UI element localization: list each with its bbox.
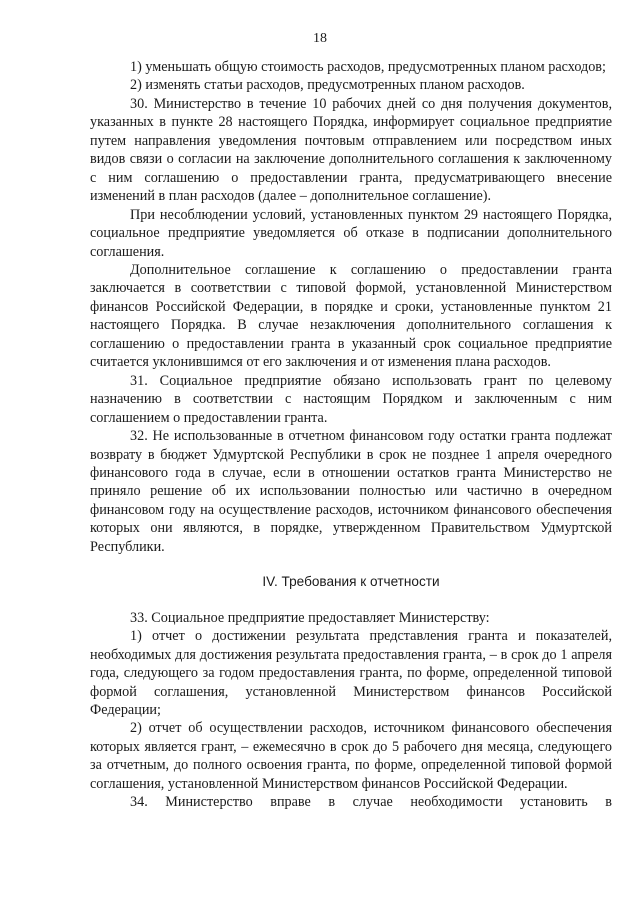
paragraph: 1) отчет о достижении результата представления гранта и показателей, необходимых для достижения результата предоставления гранта, – в срок до 1 апреля года, следующего за годом предоставления гранта, по форме, определенной типовой формой соглашения, установленной Министерством финансов Российской Федерации; [90, 628, 612, 718]
paragraph: 30. Министерство в течение 10 рабочих дней со дня получения документов, указанных в пункте 28 настоящего Порядка, информирует социальное предприятие путем направления уведомления почтовым отправлением или посредством иных видов связи о согласии на заключение дополнительного соглашения к заключенному с ним соглашению о предоставлении гранта, предусматривающего внесение изменений в план расходов (далее – дополнительное соглашение). [90, 95, 612, 205]
paragraph: При несоблюдении условий, установленных пунктом 29 настоящего Порядка, социальное предприятие уведомляется об отказе в подписании дополнительного соглашения. [90, 206, 612, 260]
paragraph: 31. Социальное предприятие обязано использовать грант по целевому назначению в соответствии с настоящим Порядком и заключенным с ним соглашением о предоставлении гранта. [90, 372, 612, 426]
paragraph: 32. Не использованные в отчетном финансовом году остатки гранта подлежат возврату в бюджет Удмуртской Республики в срок не позднее 1 апреля очередного финансового года в случае, если в отношении остатков гранта Министерство не приняло решение об их использовании полностью или частично в очередном финансовом году на осуществление расходов, источником финансового обеспечения которых они являются, в порядке, утвержденном Правительством Удмуртской Республики. [90, 428, 612, 555]
paragraph: 2) изменять статьи расходов, предусмотренных планом расходов. [130, 77, 525, 94]
paragraph: 1) уменьшать общую стоимость расходов, предусмотренных планом расходов; [130, 59, 606, 75]
paragraph: 33. Социальное предприятие предоставляет Министерству: [130, 609, 490, 626]
document-body [90, 58, 612, 812]
page-number: 18 [313, 31, 327, 46]
paragraph: Дополнительное соглашение к соглашению о предоставлении гранта заключается в соответствии с типовой формой, установленной Министерством финансов Российской Федерации, в порядке и сроки, установленные пунктом 21 настоящего Порядка. В случае незаключения дополнительного соглашения к соглашению о предоставлении гранта в указанный срок социальное предприятие считается уклонившимся от его заключения и от изменения плана расходов. [90, 261, 612, 371]
section-heading: IV. Требования к отчетности [262, 574, 440, 590]
paragraph: 34. Министерство вправе в случае необходимости установить в [130, 794, 612, 811]
paragraph: 2) отчет об осуществлении расходов, источником финансового обеспечения которых является грант, – ежемесячно в срок до 5 рабочего дня месяца, следующего за отчетным, до полного освоения гранта, по форме, определенной типовой формой соглашения, установленной Министерством финансов Российской Федерации. [90, 720, 612, 792]
